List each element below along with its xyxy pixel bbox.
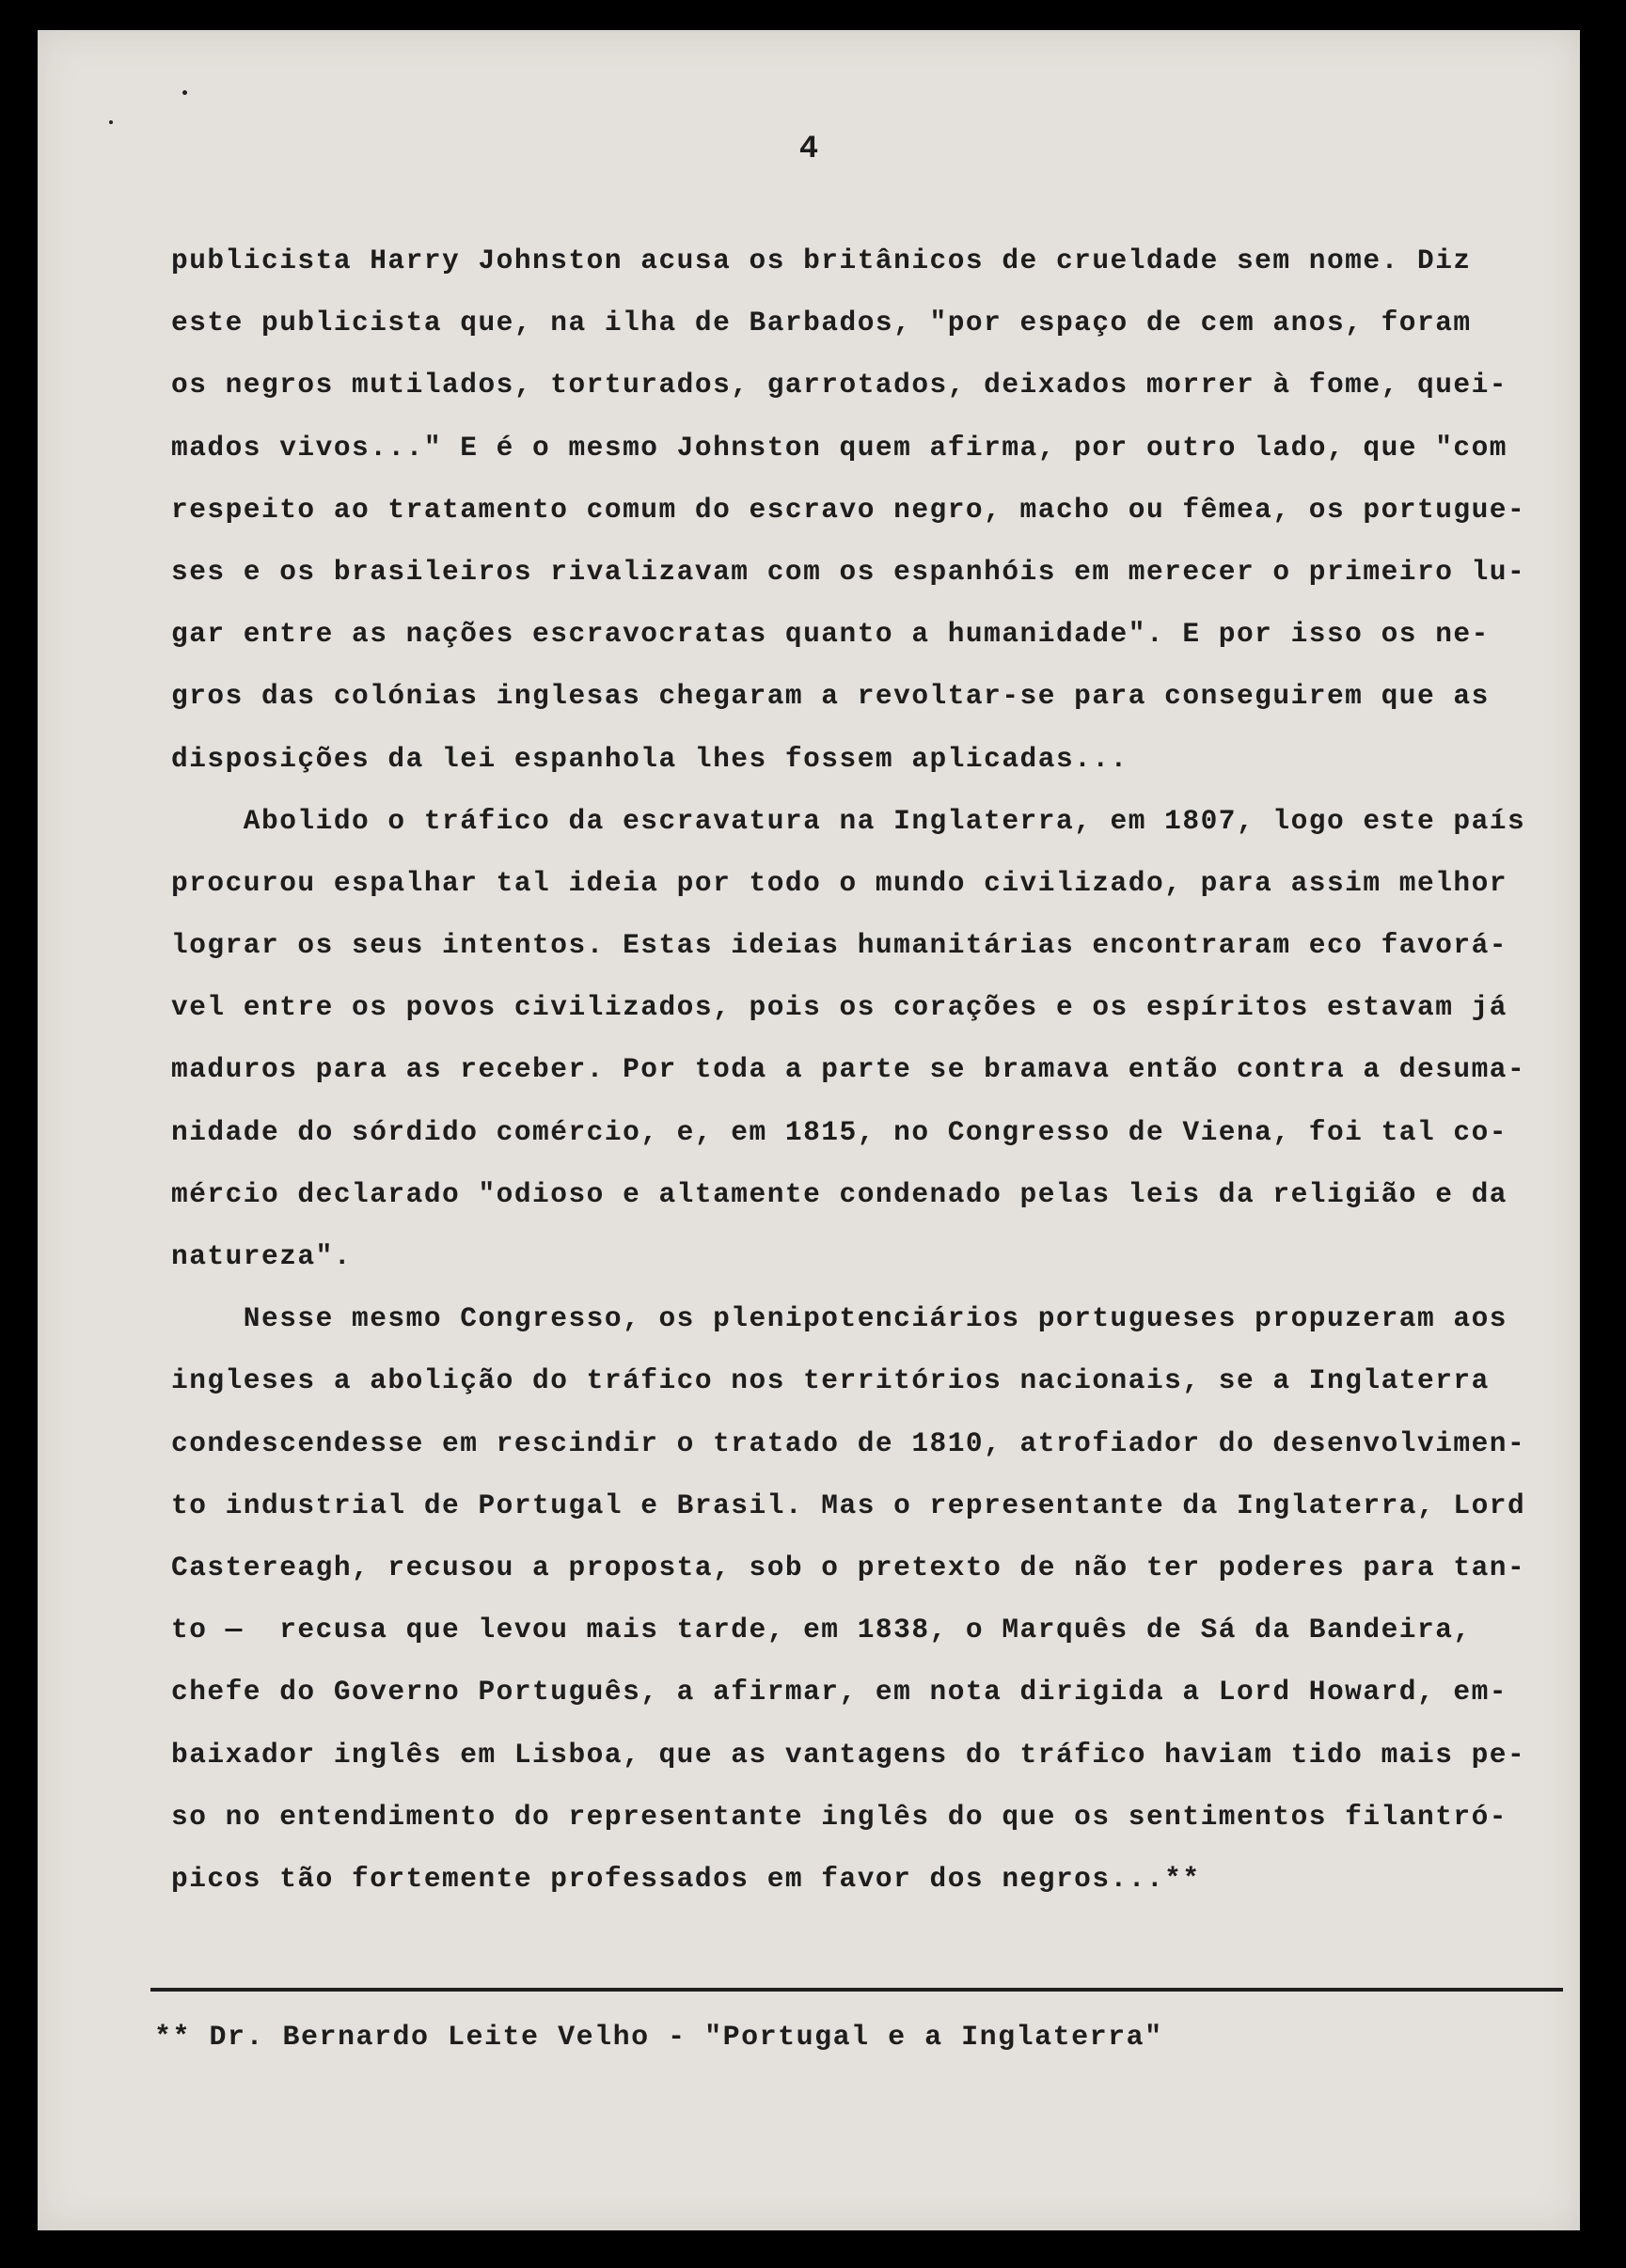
- text-line: Castereagh, recusou a proposta, sob o pretexto de não ter poderes para tan-: [171, 1551, 1526, 1583]
- typewritten-page: [38, 30, 1580, 2230]
- text-line: respeito ao tratamento comum do escravo negro, macho ou fêmea, os portugue-: [171, 493, 1526, 526]
- text-line: publicista Harry Johnston acusa os britânicos de crueldade sem nome. Diz: [171, 244, 1472, 276]
- ink-speck: [109, 120, 113, 124]
- footnote: ** Dr. Bernardo Leite Velho - "Portugal e a Inglaterra": [154, 2022, 1163, 2054]
- text-line: Nesse mesmo Congresso, os plenipotenciários portugueses propuzeram aos: [171, 1302, 1508, 1335]
- text-line: chefe do Governo Português, a afirmar, em nota dirigida a Lord Howard, em-: [171, 1676, 1508, 1709]
- text-line: mados vivos..." E é o mesmo Johnston quem afirma, por outro lado, que "com: [171, 431, 1508, 464]
- text-line: maduros para as receber. Por toda a parte se bramava então contra a desuma-: [171, 1053, 1526, 1086]
- page-number: 4: [798, 132, 819, 167]
- text-line: to — recusa que levou mais tarde, em 1838, o Marquês de Sá da Bandeira,: [171, 1614, 1472, 1646]
- text-line: ingleses a abolição do tráfico nos territórios nacionais, se a Inglaterra: [171, 1364, 1490, 1397]
- text-line: disposições da lei espanhola lhes fossem aplicadas...: [171, 742, 1129, 775]
- text-line: vel entre os povos civilizados, pois os corações e os espíritos estavam já: [171, 991, 1508, 1024]
- text-line: to industrial de Portugal e Brasil. Mas o representante da Inglaterra, Lord: [171, 1488, 1526, 1521]
- text-line: Abolido o tráfico da escravatura na Inglaterra, em 1807, logo este país: [171, 804, 1526, 837]
- text-line: condescendesse em rescindir o tratado de 1810, atrofiador do desenvolvimen-: [171, 1426, 1526, 1459]
- text-line: nidade do sórdido comércio, e, em 1815, no Congresso de Viena, foi tal co-: [171, 1115, 1508, 1148]
- text-line: gar entre as nações escravocratas quanto a humanidade". E por isso os ne-: [171, 618, 1490, 651]
- text-line: gros das colónias inglesas chegaram a revoltar-se para conseguirem que as: [171, 680, 1490, 713]
- body-text: [171, 229, 1582, 1910]
- text-line: ses e os brasileiros rivalizavam com os espanhóis em merecer o primeiro lu-: [171, 555, 1526, 588]
- ink-speck: [182, 90, 187, 95]
- text-line: baixador inglês em Lisboa, que as vantagens do tráfico haviam tido mais pe-: [171, 1738, 1526, 1771]
- text-line: so no entendimento do representante inglês do que os sentimentos filantró-: [171, 1800, 1508, 1833]
- text-line: lograr os seus intentos. Estas ideias humanitárias encontraram eco favorá-: [171, 929, 1508, 962]
- text-line: este publicista que, na ilha de Barbados, "por espaço de cem anos, foram: [171, 307, 1472, 339]
- text-line: picos tão fortemente professados em favor dos negros...**: [171, 1862, 1201, 1895]
- text-line: mércio declarado "odioso e altamente condenado pelas leis da religião e da: [171, 1177, 1508, 1210]
- text-line: os negros mutilados, torturados, garrotados, deixados morrer à fome, quei-: [171, 369, 1508, 402]
- text-line: procurou espalhar tal ideia por todo o mundo civilizado, para assim melhor: [171, 866, 1508, 899]
- text-line: natureza".: [171, 1240, 353, 1272]
- footnote-divider: [150, 1988, 1563, 1992]
